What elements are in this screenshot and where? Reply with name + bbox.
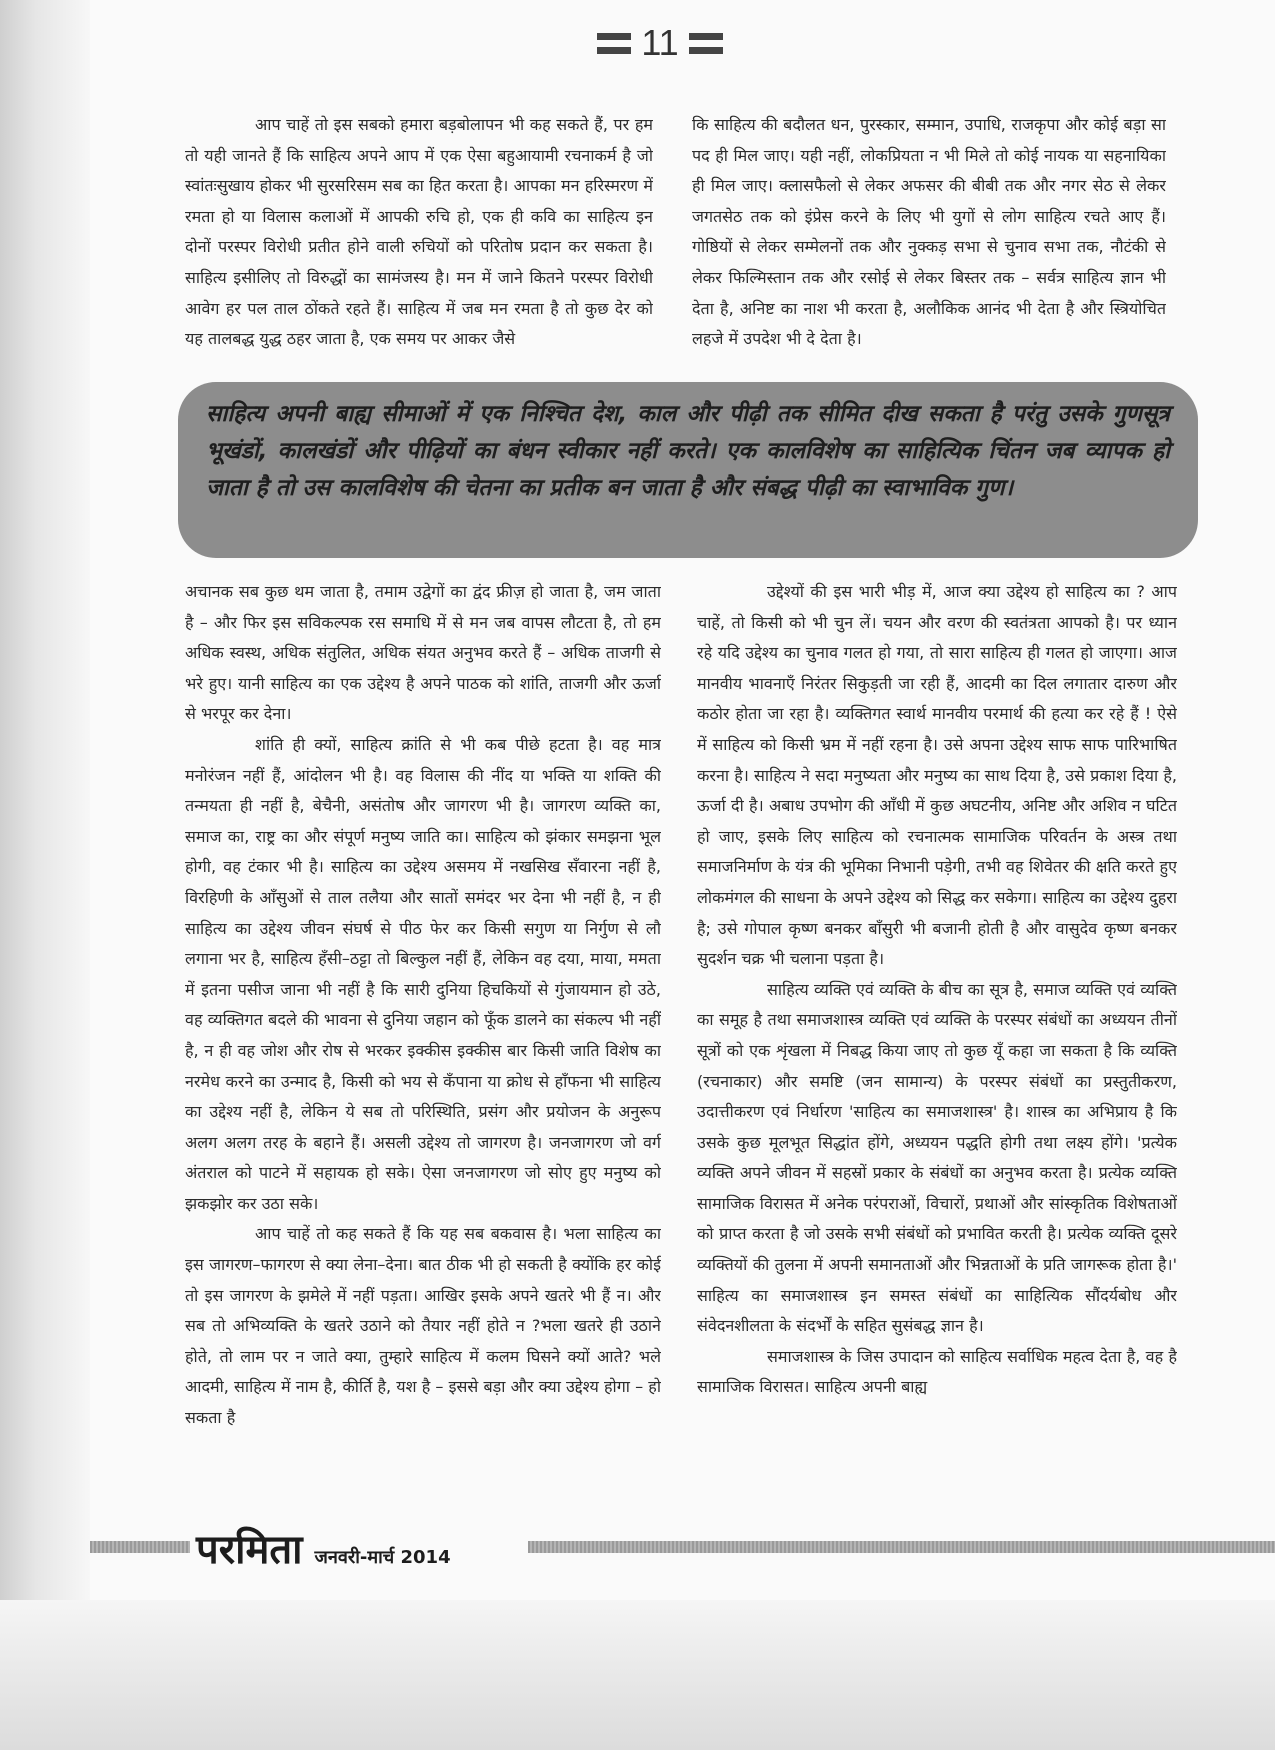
page-binding-shadow: [0, 0, 90, 1750]
issue-date: जनवरी-मार्च 2014: [314, 1547, 451, 1568]
magazine-masthead: परमिता: [196, 1527, 303, 1573]
footer-rule-right: [528, 1541, 1275, 1553]
paragraph: कि साहित्य की बदौलत धन, पुरस्कार, सम्मान, उपाधि, राजकृपा और कोई बड़ा सा पद ही मिल जाए। यही नहीं, लोकप्रियता न भी मिले तो कोई नायक या सहनायिका ही मिल जाए। क्लासफैलो से लेकर अफसर की बीबी तक और नगर सेठ से लेकर जगतसेठ तक को इंप्रेस करने के लिए भी युगों से लोग साहित्य रचते आए हैं। गोष्ठियों से लेकर सम्मेलनों तक और नुक्कड़ सभा से चुनाव सभा तक, नौटंकी से लेकर फिल्मिस्तान तक और रसोई से लेकर बिस्तर तक – सर्वत्र साहित्य ज्ञान भी देता है, अनिष्ट का नाश भी करता है, अलौकिक आनंद भी देता है और स्त्रियोचित लहजे में उपदेश भी दे देता है।: [692, 115, 1166, 349]
scan-bottom-shadow: [0, 1600, 1275, 1750]
page-footer: [196, 1520, 451, 1573]
paragraph: आप चाहें तो इस सबको हमारा बड़बोलापन भी कह सकते हैं, पर हम तो यही जानते हैं कि साहित्य अपने आप में एक ऐसा बहुआयामी रचनाकर्म है जो स्वांतःसुखाय होकर भी सुरसरिसम सब का हित करता है। आपका मन हरिस्मरण में रमता हो या विलास कलाओं में आपकी रुचि हो, एक ही कवि का साहित्य इन दोनों परस्पर विरोधी प्रतीत होने वाली रुचियों को परितोष प्रदान कर सकता है। साहित्य इसीलिए तो विरुद्धों का सामंजस्य है। मन में जाने कितने परस्पर विरोधी आवेग हर पल ताल ठोंकते रहते हैं। साहित्य में जब मन रमता है तो कुछ देर को यह तालबद्ध युद्ध ठहर जाता है, एक समय पर आकर जैसे: [185, 115, 653, 349]
page-number: 11: [641, 22, 679, 63]
footer-rule-left: [90, 1541, 190, 1553]
paragraph: समाजशास्त्र के जिस उपादान को साहित्य सर्वाधिक महत्व देता है, वह है सामाजिक विरासत। साहित्य अपनी बाह्य: [697, 1346, 1177, 1397]
paragraph: आप चाहें तो कह सकते हैं कि यह सब बकवास है। भला साहित्य का इस जागरण–फागरण से क्या लेना–देना। बात ठीक भी हो सकती है क्योंकि हर कोई तो इस जागरण के झमेले में नहीं पड़ता। आखिर इसके अपने खतरे भी हैं न। और सब तो अभिव्यक्ति के खतरे उठाने को तैयार नहीं होते न ?भला खतरे ही उठाने होते, तो लाम पर न जाते क्या, तुम्हारे साहित्य में कलम घिसने क्यों आते? भले आदमी, साहित्य में नाम है, कीर्ति है, यश है – इससे बड़ा और क्या उद्देश्य होगा – हो सकता है: [185, 1224, 661, 1428]
pull-quote: साहित्य अपनी बाह्य सीमाओं में एक निश्चित देश, काल और पीढ़ी तक सीमित दीख सकता है परंतु उसके गुणसूत्र भूखंडों, कालखंडों और पीढ़ियों का बंधन स्वीकार नहीं करते। एक कालविशेष का साहित्यिक चिंतन जब व्यापक हो जाता है तो उस कालविशेष की चेतना का प्रतीक बन जाता है और संबद्ध पीढ़ी का स्वाभाविक गुण।: [178, 382, 1198, 558]
lower-left-column: [185, 577, 661, 1607]
paragraph: साहित्य व्यक्ति एवं व्यक्ति के बीच का सूत्र है, समाज व्यक्ति एवं व्यक्ति का समूह है तथा समाजशास्त्र व्यक्ति एवं व्यक्ति के परस्पर संबंधों का अध्ययन तीनों सूत्रों को एक शृंखला में निबद्ध किया जाए तो कुछ यूँ कहा जा सकता है कि व्यक्ति (रचनाकार) और समष्टि (जन सामान्य) के परस्पर संबंधों का प्रस्तुतीकरण, उदात्तीकरण एवं निर्धारण 'साहित्य का समाजशास्त्र' है। शास्त्र का अभिप्राय है कि उसके कुछ मूलभूत सिद्धांत होंगे, अध्ययन पद्धति होगी तथा लक्ष्य होंगे। 'प्रत्येक व्यक्ति अपने जीवन में सहस्रों प्रकार के संबंधों का अनुभव करता है। प्रत्येक व्यक्ति सामाजिक विरासत में अनेक परंपराओं, विचारों, प्रथाओं और सांस्कृतिक विशेषताओं को प्राप्त करता है जो उसके सभी संबंधों को प्रभावित करती है। प्रत्येक व्यक्ति दूसरे व्यक्तियों की तुलना में अपनी समानताओं और भिन्नताओं के प्रति जागरूक होता है।' साहित्य का समाजशास्त्र इन समस्त संबंधों का साहित्यिक सौंदर्यबोध और संवेदनशीलता के संदर्भों के सहित सुसंबद्ध ज्ञान है।: [697, 979, 1177, 1336]
paragraph: शांति ही क्यों, साहित्य क्रांति से भी कब पीछे हटता है। वह मात्र मनोरंजन नहीं हैं, आंदोलन भी है। वह विलास की नींद या भक्ति या शक्ति की तन्मयता ही नहीं है, बेचैनी, असंतोष और जागरण भी है। जागरण व्यक्ति का, समाज का, राष्ट्र का और संपूर्ण मनुष्य जाति का। साहित्य को झंकार समझना भूल होगी, वह टंकार भी है। साहित्य का उद्देश्य असमय में नखसिख सँवारना नहीं है, विरहिणी के आँसुओं से ताल तलैया और सातों समंदर भर देना भी नहीं है, न ही साहित्य का उद्देश्य जीवन संघर्ष से पीठ फेर कर किसी सगुण या निर्गुण से लौ लगाना भर है, साहित्य हँसी–ठट्टा तो बिल्कुल नहीं हैं, लेकिन वह दया, माया, ममता में इतना पसीज जाना भी नहीं है कि सारी दुनिया हिचकियों से गुंजायमान हो उठे, वह व्यक्तिगत बदले की भावना से दुनिया जहान को फूँक डालने का संकल्प भी नहीं है, न ही वह जोश और रोष से भरकर इक्कीस इक्कीस बार किसी जाति विशेष का नरमेध करने का उन्माद है, किसी को भय से कँपाना या क्रोध से हाँफना भी साहित्य का उद्देश्य नहीं है, लेकिन ये सब तो परिस्थिति, प्रसंग और प्रयोजन के अनुरूप अलग अलग तरह के बहाने हैं। असली उद्देश्य तो जागरण है। जनजागरण जो वर्ग अंतराल को पाटने में सहायक हो सके। ऐसा जनजागरण जो सोए हुए मनुष्य को झकझोर कर उठा सके।: [185, 734, 661, 1213]
left-ornament-bars: [597, 33, 631, 54]
paragraph: अचानक सब कुछ थम जाता है, तमाम उद्वेगों का द्वंद फ्रीज़ हो जाता है, जम जाता है – और फिर इस सविकल्पक रस समाधि में से मन जब वापस लौटता है, तो हम अधिक स्वस्थ, अधिक संतुलित, अधिक संयत अनुभव करते हैं – अधिक ताजगी से भरे हुए। यानी साहित्य का एक उद्देश्य है अपने पाठक को शांति, ताजगी और ऊर्जा से भरपूर कर देना।: [185, 582, 661, 724]
top-right-column: [692, 110, 1166, 372]
lower-right-column: [697, 577, 1177, 1607]
page-number-ornament: [590, 8, 730, 78]
right-ornament-bars: [689, 33, 723, 54]
top-left-column: [185, 110, 653, 372]
paragraph: उद्देश्यों की इस भारी भीड़ में, आज क्या उद्देश्य हो साहित्य का ? आप चाहें, तो किसी को भी चुन लें। चयन और वरण की स्वतंत्रता आपको है। पर ध्यान रहे यदि उद्देश्य का चुनाव गलत हो गया, तो सारा साहित्य ही गलत हो जाएगा। आज मानवीय भावनाएँ निरंतर सिकुड़ती जा रही हैं, आदमी का दिल लगातार दारुण और कठोर होता जा रहा है। व्यक्तिगत स्वार्थ मानवीय परमार्थ की हत्या कर रहे हैं ! ऐसे में साहित्य को किसी भ्रम में नहीं रहना है। उसे अपना उद्देश्य साफ साफ पारिभाषित करना है। साहित्य ने सदा मनुष्यता और मनुष्य का साथ दिया है, उसे प्रकाश दिया है, ऊर्जा दी है। अबाध उपभोग की आँधी में कुछ अघटनीय, अनिष्ट और अशिव न घटित हो जाए, इसके लिए साहित्य को रचनात्मक सामाजिक परिवर्तन के अस्त्र तथा समाजनिर्माण के यंत्र की भूमिका निभानी पड़ेगी, तभी वह शिवेतर की क्षति करते हुए लोकमंगल की साधना के अपने उद्देश्य को सिद्ध कर सकेगा। साहित्य का उद्देश्य दुहरा है; उसे गोपाल कृष्ण बनकर बाँसुरी भी बजानी होती है और वासुदेव कृष्ण बनकर सुदर्शन चक्र भी चलाना पड़ता है।: [697, 582, 1177, 969]
